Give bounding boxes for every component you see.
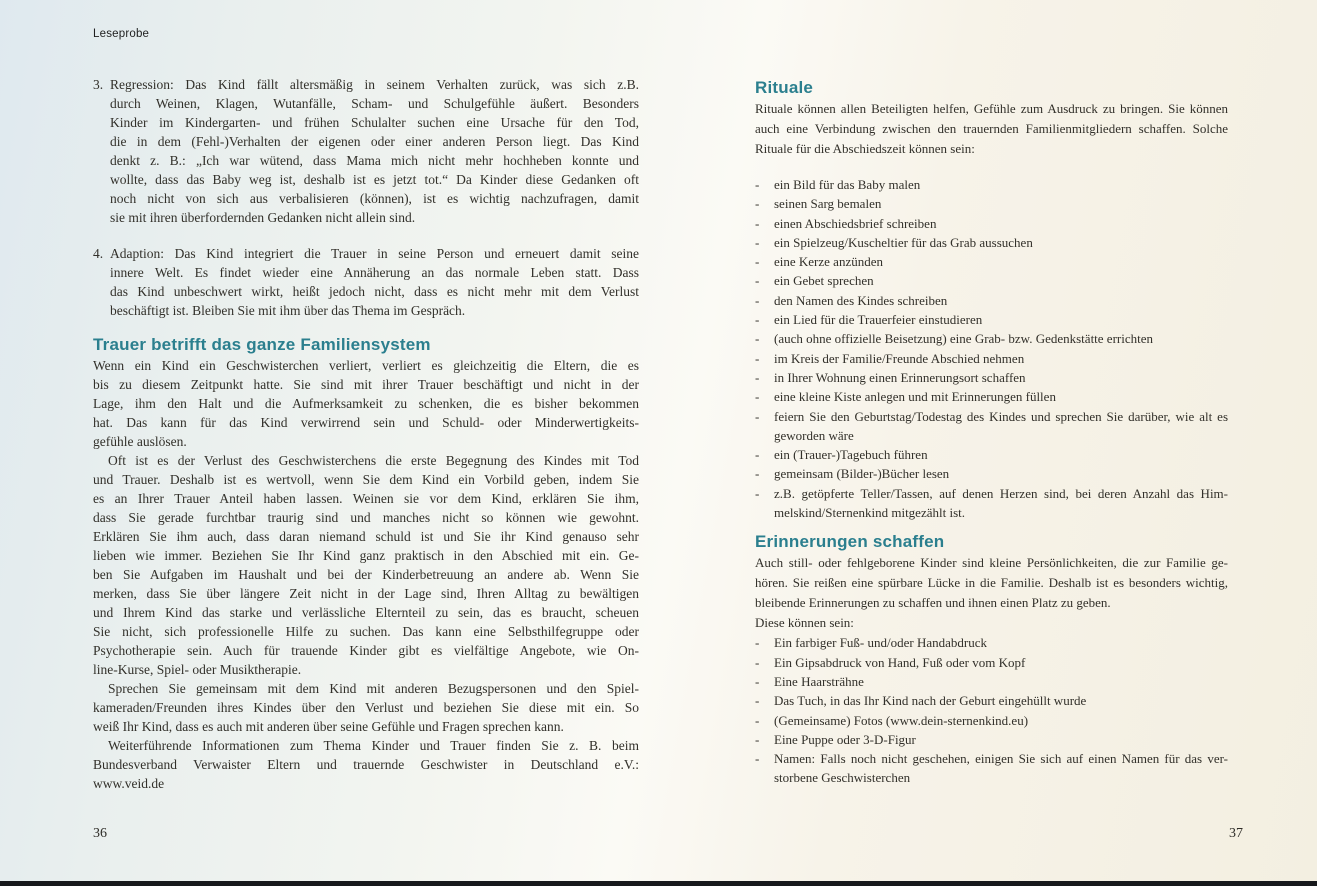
- text-line: melskind/Sternenkind mitgezählt ist.: [774, 505, 966, 521]
- text-line: Erklären Sie ihm auch, dass daran niemand schuld ist und Sie ihr Kind genauso sehr: [93, 529, 639, 544]
- page-number-left: 36: [93, 826, 107, 841]
- section-heading-familiensystem: Trauer betrifft das ganze Familiensystem: [93, 335, 431, 354]
- text-line: bleibende Erinnerungen zu schaffen und ihnen einen Platz zu geben.: [755, 595, 1111, 611]
- bullet-text: [774, 175, 1228, 194]
- text-line: seinen Sarg bemalen: [774, 196, 882, 212]
- bullet-dash: -: [755, 693, 760, 709]
- paragraph: [755, 613, 1228, 633]
- bullet-dash: -: [755, 331, 760, 347]
- text-line: eine kleine Kiste anlegen und mit Erinnerungen füllen: [774, 389, 1056, 405]
- text-line: Regression: Das Kind fällt altersmäßig in seinem Verhalten zurück, was sich z.B.: [110, 77, 639, 92]
- text-line: merken, dass Sie über längere Zeit nicht in der Lage sind, Ihren Alltag zu bewältigen: [93, 586, 639, 601]
- text-line: in Ihrer Wohnung einen Erinnerungsort schaffen: [774, 369, 1026, 385]
- text-line: durch Weinen, Klagen, Wutanfälle, Scham- und Schulgefühle äußert. Besonders: [110, 96, 639, 111]
- bullet-text: [774, 711, 1228, 730]
- text-line: ein Lied für die Trauerfeier einstudieren: [774, 312, 983, 328]
- text-line: Ein Gipsabdruck von Hand, Fuß oder vom Kopf: [774, 654, 1026, 670]
- list-item: [755, 653, 1228, 672]
- list-item: [755, 730, 1228, 749]
- text-line: Diese können sein:: [755, 615, 854, 631]
- bullet-text: [774, 445, 1228, 464]
- text-line: bis zu diesem Zeitpunkt hatte. Sie sind mit ihrer Trauer beschäftigt und nicht in der: [93, 377, 639, 392]
- paragraph: [755, 99, 1228, 159]
- text-line: geworden wäre: [774, 427, 854, 443]
- bullet-dash: -: [755, 369, 760, 385]
- list-item: [755, 329, 1228, 348]
- text-line: storbene Geschwisterchen: [774, 770, 911, 786]
- bullet-dash: -: [755, 635, 760, 651]
- text-line: einen Abschiedsbrief schreiben: [774, 215, 937, 231]
- list-item: [755, 349, 1228, 368]
- text-line: Rituale für die Abschiedszeit können sein:: [755, 141, 975, 156]
- bullet-text: [774, 349, 1228, 368]
- text-line: hat. Das kann für das Kind verwirrend sein und Schuld- oder Minderwertigkeits-: [93, 415, 639, 430]
- text-line: (auch ohne offizielle Beisetzung) eine Grab- bzw. Gedenkstätte errichten: [774, 331, 1153, 347]
- bottom-bar: [0, 881, 1317, 886]
- bullet-text: [774, 368, 1228, 387]
- bullet-dash: -: [755, 215, 760, 231]
- paragraph: [93, 451, 639, 679]
- text-line: ein (Trauer-)Tagebuch führen: [774, 447, 928, 463]
- bullet-text: [774, 464, 1228, 483]
- bullet-dash: -: [755, 389, 760, 405]
- text-line: Weiterführende Informationen zum Thema Kinder und Trauer finden Sie z. B. beim: [108, 738, 639, 753]
- list-item: [755, 387, 1228, 406]
- text-line: Namen: Falls noch nicht geschehen, einigen Sie sich auf einen Namen für das ver-: [774, 751, 1228, 767]
- bullet-dash: -: [755, 712, 760, 728]
- bullet-dash: -: [755, 751, 760, 767]
- text-line: line-Kurse, Spiel- oder Musiktherapie.: [93, 662, 302, 677]
- bullet-dash: -: [755, 673, 760, 689]
- list-item: [755, 711, 1228, 730]
- list-item: [755, 291, 1228, 310]
- erinnerungen-list: [755, 633, 1228, 787]
- text-line: weiß Ihr Kind, dass es auch mit anderen über seine Gefühle und Fragen sprechen kann.: [93, 719, 564, 734]
- text-line: die in dem (Fehl-)Verhalten der eigenen oder einer anderen Person liegt. Das Kind: [110, 134, 639, 149]
- text-line: Bundesverband Verwaister Eltern und trauernde Geschwister in Deutschland e.V.:: [93, 757, 639, 772]
- list-item: [755, 214, 1228, 233]
- list-item: [755, 233, 1228, 252]
- text-line: auch eine Verbindung zwischen den trauernden Familienmitgliedern schaffen. Solche: [755, 121, 1228, 136]
- bullet-dash: -: [755, 485, 760, 501]
- text-line: ein Spielzeug/Kuscheltier für das Grab aussuchen: [774, 234, 1033, 250]
- bullet-text: [774, 749, 1228, 788]
- rituale-list: [755, 175, 1228, 522]
- list-item: [755, 691, 1228, 710]
- bullet-text: [774, 407, 1228, 446]
- bullet-text: [774, 633, 1228, 652]
- text-line: sie mit ihren überfordernden Gedanken nicht allein sind.: [110, 210, 416, 225]
- bullet-dash: -: [755, 234, 760, 250]
- item-number: 3.: [93, 77, 104, 92]
- text-line: Ein farbiger Fuß- und/oder Handabdruck: [774, 635, 987, 651]
- list-item: [755, 194, 1228, 213]
- text-line: noch nicht von sich aus verbalisieren (können), ist es wichtig nachzufragen, damit: [110, 191, 639, 206]
- bullet-text: [774, 691, 1228, 710]
- text-line: ein Gebet sprechen: [774, 273, 874, 289]
- text-line: hören. Sie reißen eine spürbare Lücke in die Familie. Deshalb ist es besonders wichtig,: [755, 575, 1228, 591]
- section-heading-erinnerungen: Erinnerungen schaffen: [755, 532, 945, 552]
- item-text: [110, 244, 639, 320]
- text-line: gemeinsam (Bilder-)Bücher lesen: [774, 466, 950, 482]
- bullet-dash: -: [755, 466, 760, 482]
- numbered-item: [93, 75, 639, 227]
- text-line: eine Kerze anzünden: [774, 254, 883, 270]
- bullet-text: [774, 730, 1228, 749]
- text-line: feiern Sie den Geburtstag/Todestag des Kindes und sprechen Sie darüber, wie alt es: [774, 408, 1228, 424]
- text-line: es an Ihrer Trauer Anteil haben lassen. Weinen sie vor dem Kind, erklären Sie ihm,: [93, 491, 639, 506]
- text-line: Wenn ein Kind ein Geschwisterchen verliert, verliert es gleichzeitig die Eltern, die es: [93, 358, 639, 373]
- paragraph: [93, 736, 639, 793]
- bullet-dash: -: [755, 312, 760, 328]
- text-line: Eine Puppe oder 3-D-Figur: [774, 731, 916, 747]
- text-line: ein Bild für das Baby malen: [774, 177, 921, 192]
- text-line: www.veid.de: [93, 776, 165, 791]
- bullet-text: [774, 233, 1228, 252]
- bullet-text: [774, 271, 1228, 290]
- erinnerungen-intro: [755, 553, 1228, 633]
- bullet-text: [774, 214, 1228, 233]
- text-line: den Namen des Kindes schreiben: [774, 292, 948, 308]
- bullet-dash: -: [755, 292, 760, 308]
- bullet-text: [774, 387, 1228, 406]
- text-line: Lage, ihm den Halt und die Aufmerksamkeit zu schenken, die es bisher bekommen: [93, 396, 639, 411]
- item-number: 4.: [93, 246, 104, 261]
- list-item: [755, 749, 1228, 788]
- bullet-dash: -: [755, 447, 760, 463]
- bullet-text: [774, 194, 1228, 213]
- numbered-item: [93, 244, 639, 320]
- paragraph: [93, 356, 639, 451]
- section-paragraphs: [93, 356, 639, 793]
- text-line: Kinder im Kindergarten- und frühen Schulalter suchen eine Ursache für den Tod,: [110, 115, 639, 130]
- bullet-text: [774, 310, 1228, 329]
- text-line: das Kind unbeschwert wirkt, heißt jedoch nicht, dass es nicht mehr mit dem Verlust: [110, 284, 639, 299]
- bullet-text: [774, 252, 1228, 271]
- list-item: [755, 407, 1228, 446]
- page-left: [93, 0, 639, 793]
- text-line: lieben wie immer. Beziehen Sie Ihr Kind ganz praktisch in den Abschied mit ein. Ge-: [93, 548, 639, 563]
- text-line: Eine Haarsträhne: [774, 673, 864, 689]
- list-item: [755, 484, 1228, 523]
- bullet-text: [774, 329, 1228, 348]
- list-item: [755, 368, 1228, 387]
- bullet-text: [774, 653, 1228, 672]
- bullet-dash: -: [755, 196, 760, 212]
- page-number-right: 37: [1229, 826, 1243, 841]
- bullet-dash: -: [755, 654, 760, 670]
- rituale-intro: [755, 99, 1228, 159]
- text-line: dass Sie gerade furchtbar traurig sind und manches nicht so können wie gewohnt.: [93, 510, 639, 525]
- bullet-text: [774, 291, 1228, 310]
- text-line: Psychotherapie sein. Auch für trauende Kinder gibt es vielfältige Angebote, wie On-: [93, 643, 639, 658]
- paragraph: [93, 679, 639, 736]
- list-item: [755, 445, 1228, 464]
- item-text: [110, 75, 639, 227]
- text-line: z.B. getöpferte Teller/Tassen, auf denen Herzen sind, bei deren Anzahl das Him-: [774, 485, 1228, 501]
- bullet-dash: -: [755, 254, 760, 270]
- bullet-dash: -: [755, 731, 760, 747]
- text-line: Sie nicht, sich professionelle Hilfe zu suchen. Das kann eine Selbsthilfegruppe oder: [93, 624, 639, 639]
- text-line: Oft ist es der Verlust des Geschwisterchens die erste Begegnung des Kindes mit Tod: [108, 453, 639, 468]
- numbered-list: [93, 75, 639, 320]
- text-line: beschäftigt ist. Bleiben Sie mit ihm über das Thema im Gespräch.: [110, 303, 466, 318]
- text-line: denkt z. B.: „Ich war wütend, dass Mama mich nicht mehr hochheben konnte und: [110, 153, 639, 168]
- text-line: Sprechen Sie gemeinsam mit dem Kind mit anderen Bezugspersonen und den Spiel-: [108, 681, 639, 696]
- list-item: [755, 252, 1228, 271]
- bullet-dash: -: [755, 350, 760, 366]
- text-line: Rituale können allen Beteiligten helfen, Gefühle zum Ausdruck zu bringen. Sie können: [755, 101, 1228, 116]
- bullet-text: [774, 484, 1228, 523]
- list-item: [755, 175, 1228, 194]
- list-item: [755, 271, 1228, 290]
- bullet-dash: -: [755, 408, 760, 424]
- text-line: kameraden/Freunden ihres Kindes über den Verlust und beziehen Sie diese mit ein. So: [93, 700, 639, 715]
- list-item: [755, 672, 1228, 691]
- bullet-text: [774, 672, 1228, 691]
- text-line: im Kreis der Familie/Freunde Abschied nehmen: [774, 350, 1025, 366]
- text-line: innere Welt. Es findet wieder eine Annäherung an das normale Leben statt. Dass: [110, 265, 639, 280]
- paragraph: [755, 553, 1228, 613]
- bullet-dash: -: [755, 273, 760, 289]
- section-heading-rituale: Rituale: [755, 78, 814, 97]
- text-line: Das Tuch, in das Ihr Kind nach der Geburt eingehüllt wurde: [774, 693, 1087, 709]
- text-line: Auch still- oder fehlgeborene Kinder sind kleine Persönlichkeiten, die zur Familie ge-: [755, 555, 1228, 571]
- text-line: und Ihrem Kind das starke und verlässliche Elternteil zu sein, das es braucht, scheuen: [93, 605, 639, 620]
- running-head: Leseprobe: [93, 28, 150, 40]
- text-line: (Gemeinsame) Fotos (www.dein-sternenkind.eu): [774, 712, 1029, 728]
- list-item: [755, 310, 1228, 329]
- text-line: gefühle auslösen.: [93, 434, 187, 449]
- list-item: [755, 464, 1228, 483]
- text-line: ben Sie Aufgaben im Haushalt und bei der Kinderbetreuung an andere ab. Wenn Sie: [93, 567, 639, 582]
- page-right: [755, 0, 1228, 788]
- text-line: wollte, dass das Baby weg ist, deshalb ist es jetzt tot.“ Da Kinder diese Gedanken oft: [110, 172, 639, 187]
- text-line: Adaption: Das Kind integriert die Trauer in seine Person und erneuert damit seine: [110, 246, 639, 261]
- text-line: und Trauer. Deshalb ist es wertvoll, wenn Sie dem Kind ein Vorbild geben, indem Sie: [93, 472, 639, 487]
- bullet-dash: -: [755, 177, 760, 192]
- list-item: [755, 633, 1228, 652]
